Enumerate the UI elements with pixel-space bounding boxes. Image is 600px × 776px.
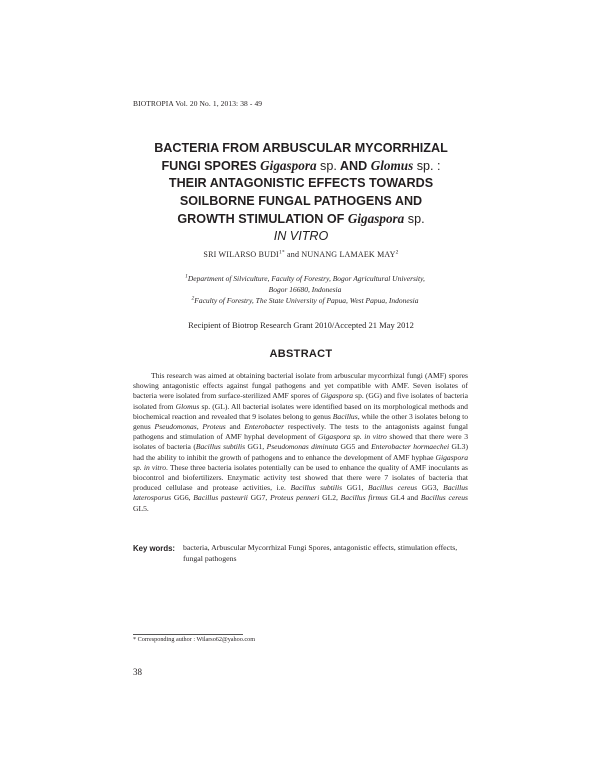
page-number: 38 [133, 667, 142, 677]
footnote-divider [133, 634, 243, 635]
keywords-label: Key words: [133, 544, 176, 553]
author-list: SRI WILARSO $BUDI^{1*}$ and NUNANG LAMAEK MAY$^2$ [203, 249, 399, 259]
title-line-2: FUNGI SPORES Gigaspora sp. AND Glomus sp. : [161, 158, 441, 174]
received-accepted: Recipient of Biotrop Research Grant 2010/Accepted 21 May 2012 [188, 320, 414, 330]
title-line-6: IN VITRO [273, 229, 329, 244]
title-line-1: BACTERIA FROM ARBUSCULAR MYCORRHIZAL [154, 141, 448, 155]
abstract-text: This research was aimed at obtaining bacterial isolate from arbuscular mycorrhizal fungi (AMF) spores showing antagonistic effects against fungal pathogens and yet compatible with AMF. Seven isolates of bacteria were isolated from surface-sterilized AMF spores of Gigaspora sp. (GG) and five isolates of bacteria isolated from Glomus sp. (GL). All bacterial isolates were identified based on its morphological methods and biochemical reaction and revealed that 9 isolates belong to genus Bacillus, while the other 3 isolates belong to genus Pseudomonas, Proteus and Enterobacter respectively. The tests to the antagonists against fungal pathogens and stimulation of AMF hyphal development of Gigaspora sp. in vitro showed that there were 3 isolates of bacteria (Bacillus subtilis GG1, Pseudomonas diminuta GG5 and Enterobacter hormaechei GL3) had the ability to inhibit the growth of pathogens and to enhance the development of AMF hyphae Gigaspora sp. in vitro. These three bacteria isolates potentially can be used to enhance the quality of AMF inoculants as biocontrol and biofertilizers. Enzymatic activity test showed that there were 7 isolates of bacteria that produced cellulase and protease activities, i.e. Bacillus subtilis GG1, Bacillus cereus GG3, Bacillus laterosporus GG6, Bacillus pasteurii GG7, Proteus penneri GL2, Bacillus firmus GL4 and Bacillus cereus GL5. [133, 371, 468, 513]
affiliation-2: $^2$Faculty of Forestry, The State University of Papua, West Papua, Indonesia [191, 295, 419, 305]
title-line-5: GROWTH STIMULATION OF Gigaspora sp. [177, 210, 425, 226]
journal-header: BIOTROPIA Vol. 20 No. 1, 2013: 38 - 49 [133, 99, 263, 108]
title-line-4: SOILBORNE FUNGAL PATHOGENS AND [179, 193, 423, 208]
article-title [120, 140, 482, 245]
abstract-heading: ABSTRACT [269, 348, 333, 360]
keywords-text: bacteria, Arbuscular Mycorrhizal Fungi Spores, antagonistic effects, stimulation effects, fungal pathogens [183, 543, 458, 563]
corresponding-author-footnote: * Corresponding author : Wilarso62@yahoo.com [133, 636, 256, 643]
title-line-3: THEIR ANTAGONISTIC EFFECTS TOWARDS [168, 176, 434, 191]
affiliation-1: $^1$Department of Silviculture, Faculty of Forestry, Bogor Agricultural University, Bogor 16680, Indonesia [185, 273, 425, 294]
